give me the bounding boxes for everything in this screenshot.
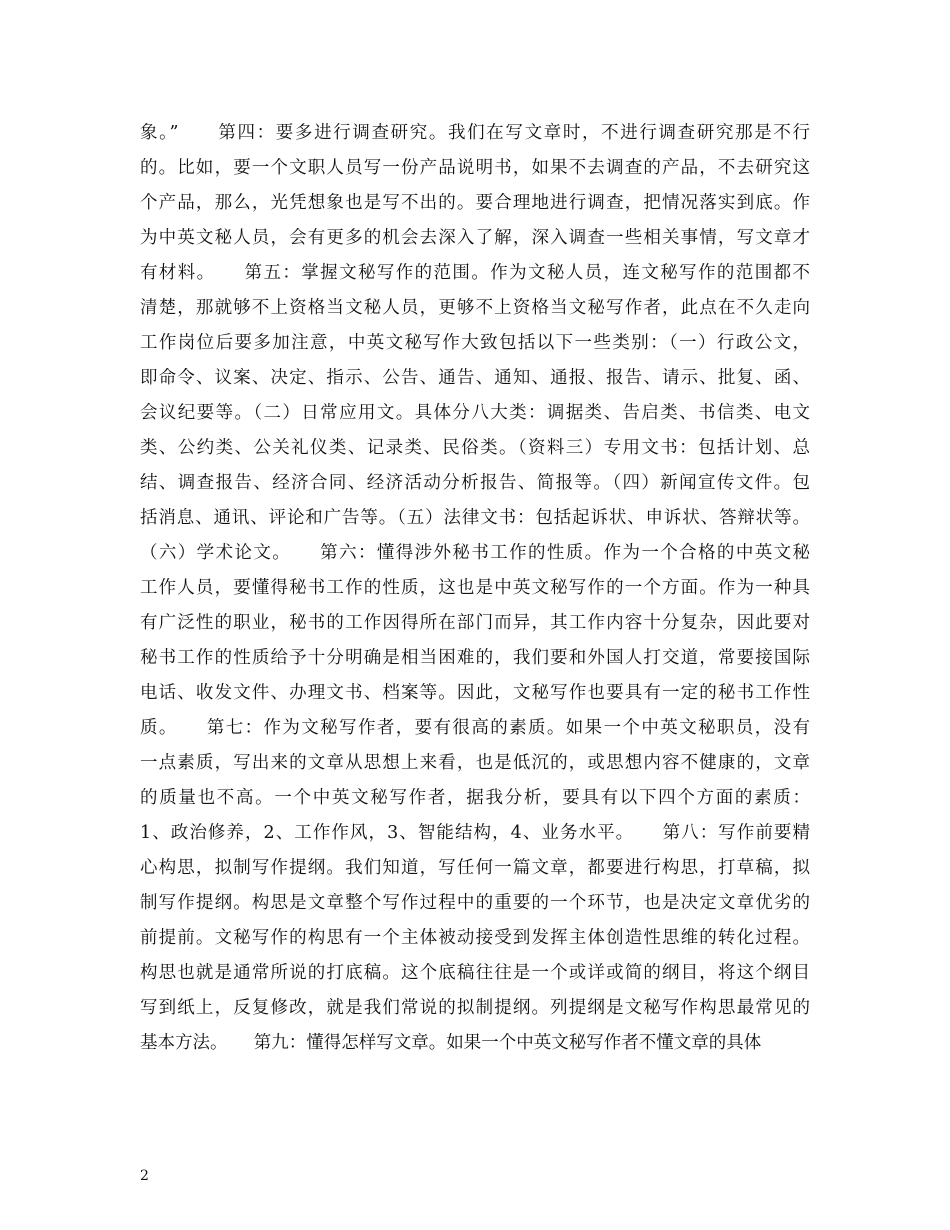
text-line: 为中英文秘人员，会有更多的机会去深入了解，深入调查一些相关事情，写文章才	[140, 228, 810, 248]
text-line: 工作人员，要懂得秘书工作的性质，这也是中英文秘写作的一个方面。作为一种具	[140, 578, 810, 598]
text-line: 括消息、通讯、评论和广告等。（五）法律文书：包括起诉状、申诉状、答辩状等。	[140, 508, 810, 528]
text-line: 个产品，那么，光凭想象也是写不出的。要合理地进行调查，把情况落实到底。作	[140, 193, 810, 213]
text-line: 即命令、议案、决定、指示、公告、通告、通知、通报、报告、请示、批复、函、	[140, 368, 810, 388]
text-line: 有材料。 第五：掌握文秘写作的范围。作为文秘人员，连文秘写作的范围都不	[140, 263, 810, 283]
text-line: 基本方法。 第九：懂得怎样写文章。如果一个中英文秘写作者不懂文章的具体	[140, 1033, 762, 1053]
text-line: 有广泛性的职业，秘书的工作因得所在部门而异，其工作内容十分复杂，因此要对	[140, 613, 810, 633]
text-line: 写到纸上，反复修改，就是我们常说的拟制提纲。列提纲是文秘写作构思最常见的	[140, 998, 810, 1018]
text-line: （六）学术论文。 第六：懂得涉外秘书工作的性质。作为一个合格的中英文秘	[140, 543, 810, 563]
text-line: 结、调查报告、经济合同、经济活动分析报告、简报等。（四）新闻宣传文件。包	[140, 473, 810, 493]
text-line: 秘书工作的性质给予十分明确是相当困难的，我们要和外国人打交道，常要接国际	[140, 648, 810, 668]
text-line: 一点素质，写出来的文章从思想上来看，也是低沉的，或思想内容不健康的，文章	[140, 753, 810, 773]
text-line: 心构思，拟制写作提纲。我们知道，写任何一篇文章，都要进行构思，打草稿，拟	[140, 858, 810, 878]
text-line: 象。” 第四：要多进行调查研究。我们在写文章时，不进行调查研究那是不行	[140, 123, 810, 143]
page-number: 2	[140, 1168, 149, 1184]
text-line: 的。比如，要一个文职人员写一份产品说明书，如果不去调查的产品，不去研究这	[140, 158, 810, 178]
body-text	[140, 116, 810, 1061]
text-line: 类、公约类、公关礼仪类、记录类、民俗类。（资料三）专用文书：包括计划、总	[140, 438, 810, 458]
text-line: 会议纪要等。（二）日常应用文。具体分八大类：调据类、告启类、书信类、电文	[140, 403, 810, 423]
text-line: 电话、收发文件、办理文书、档案等。因此，文秘写作也要具有一定的秘书工作性	[140, 683, 810, 703]
text-line: 构思也就是通常所说的打底稿。这个底稿往往是一个或详或简的纲目，将这个纲目	[140, 963, 810, 983]
text-line: 质。 第七：作为文秘写作者，要有很高的素质。如果一个中英文秘职员，没有	[140, 718, 810, 738]
text-line: 清楚，那就够不上资格当文秘人员，更够不上资格当文秘写作者，此点在不久走向	[140, 298, 810, 318]
text-line: 前提前。文秘写作的构思有一个主体被动接受到发挥主体创造性思维的转化过程。	[140, 928, 810, 948]
text-line: 1、政治修养，2、工作作风，3、智能结构，4、业务水平。 第八：写作前要精	[140, 823, 810, 843]
text-line: 制写作提纲。构思是文章整个写作过程中的重要的一个环节，也是决定文章优劣的	[140, 893, 810, 913]
text-line: 的质量也不高。一个中英文秘写作者，据我分析，要具有以下四个方面的素质：	[140, 788, 810, 808]
text-line: 工作岗位后要多加注意，中英文秘写作大致包括以下一些类别：（一）行政公文，	[140, 333, 810, 353]
